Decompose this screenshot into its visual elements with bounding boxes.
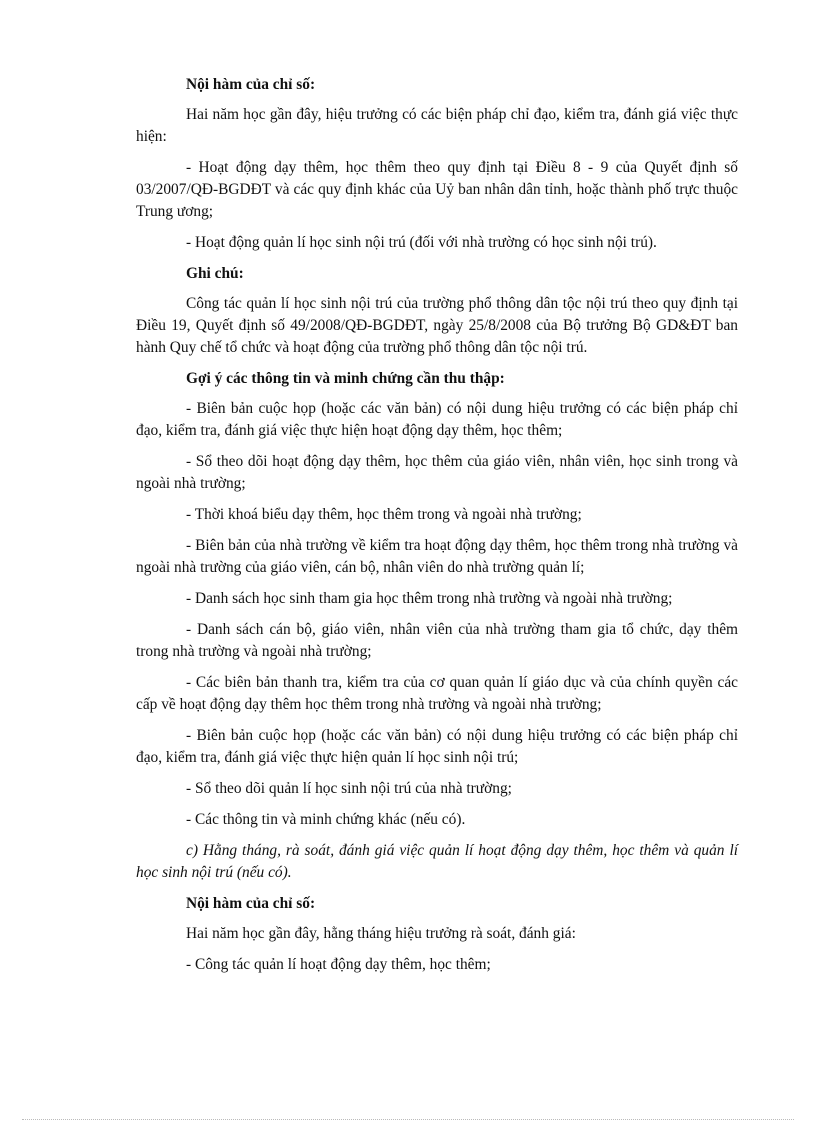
heading-goi-y: Gợi ý các thông tin và minh chứng cần thu thập: xyxy=(186,370,505,387)
page-bottom-rule xyxy=(22,1119,794,1120)
list-item: - Các biên bản thanh tra, kiểm tra của cơ quan quản lí giáo dục và của chính quyền các cấp về hoạt động dạy thêm học thêm trong nhà trường và ngoài nhà trường; xyxy=(136,674,738,713)
body-paragraph: Công tác quản lí học sinh nội trú của trường phổ thông dân tộc nội trú theo quy định tại Điều 19, Quyết định số 49/2008/QĐ-BGDĐT, ngày 25/8/2008 của Bộ trưởng Bộ GD&ĐT ban hành Quy chế tổ chức và hoạt động của trường phổ thông dân tộc nội trú. xyxy=(136,295,738,356)
list-item: - Biên bản cuộc họp (hoặc các văn bản) có nội dung hiệu trưởng có các biện pháp chỉ đạo, kiểm tra, đánh giá việc thực hiện quản lí học sinh nội trú; xyxy=(136,727,738,766)
document-body xyxy=(136,74,738,985)
list-item: - Công tác quản lí hoạt động dạy thêm, học thêm; xyxy=(186,956,491,973)
section-c-heading: c) Hằng tháng, rà soát, đánh giá việc quản lí hoạt động dạy thêm, học thêm và quản lí học sinh nội trú (nếu có). xyxy=(136,842,738,881)
list-item: - Sổ theo dõi quản lí học sinh nội trú của nhà trường; xyxy=(186,780,512,797)
list-item: - Danh sách cán bộ, giáo viên, nhân viên của nhà trường tham gia tổ chức, dạy thêm trong nhà trường và ngoài nhà trường; xyxy=(136,621,738,660)
list-item: - Sổ theo dõi hoạt động dạy thêm, học thêm của giáo viên, nhân viên, học sinh trong và ngoài nhà trường; xyxy=(136,453,738,492)
heading-noi-ham-2: Nội hàm của chỉ số: xyxy=(186,895,316,912)
list-item: - Hoạt động dạy thêm, học thêm theo quy định tại Điều 8 - 9 của Quyết định số 03/2007/QĐ-BGDĐT và các quy định khác của Uỷ ban nhân dân tỉnh, hoặc thành phố trực thuộc Trung ương; xyxy=(136,159,738,220)
list-item: - Hoạt động quản lí học sinh nội trú (đối với nhà trường có học sinh nội trú). xyxy=(186,234,657,251)
list-item: - Danh sách học sinh tham gia học thêm trong nhà trường và ngoài nhà trường; xyxy=(186,590,673,607)
body-paragraph: Hai năm học gần đây, hiệu trưởng có các biện pháp chỉ đạo, kiểm tra, đánh giá việc thực hiện: xyxy=(136,106,738,145)
list-item: - Biên bản của nhà trường về kiểm tra hoạt động dạy thêm, học thêm trong nhà trường và ngoài nhà trường của giáo viên, cán bộ, nhân viên do nhà trường quản lí; xyxy=(136,537,738,576)
body-paragraph: Hai năm học gần đây, hằng tháng hiệu trưởng rà soát, đánh giá: xyxy=(186,925,576,942)
list-item: - Biên bản cuộc họp (hoặc các văn bản) có nội dung hiệu trưởng có các biện pháp chỉ đạo, kiểm tra, đánh giá việc thực hiện hoạt động dạy thêm, học thêm; xyxy=(136,400,738,439)
heading-noi-ham: Nội hàm của chỉ số: xyxy=(186,76,316,93)
list-item: - Thời khoá biểu dạy thêm, học thêm trong và ngoài nhà trường; xyxy=(186,506,582,523)
list-item: - Các thông tin và minh chứng khác (nếu có). xyxy=(186,811,466,828)
heading-ghi-chu: Ghi chú: xyxy=(186,265,244,282)
